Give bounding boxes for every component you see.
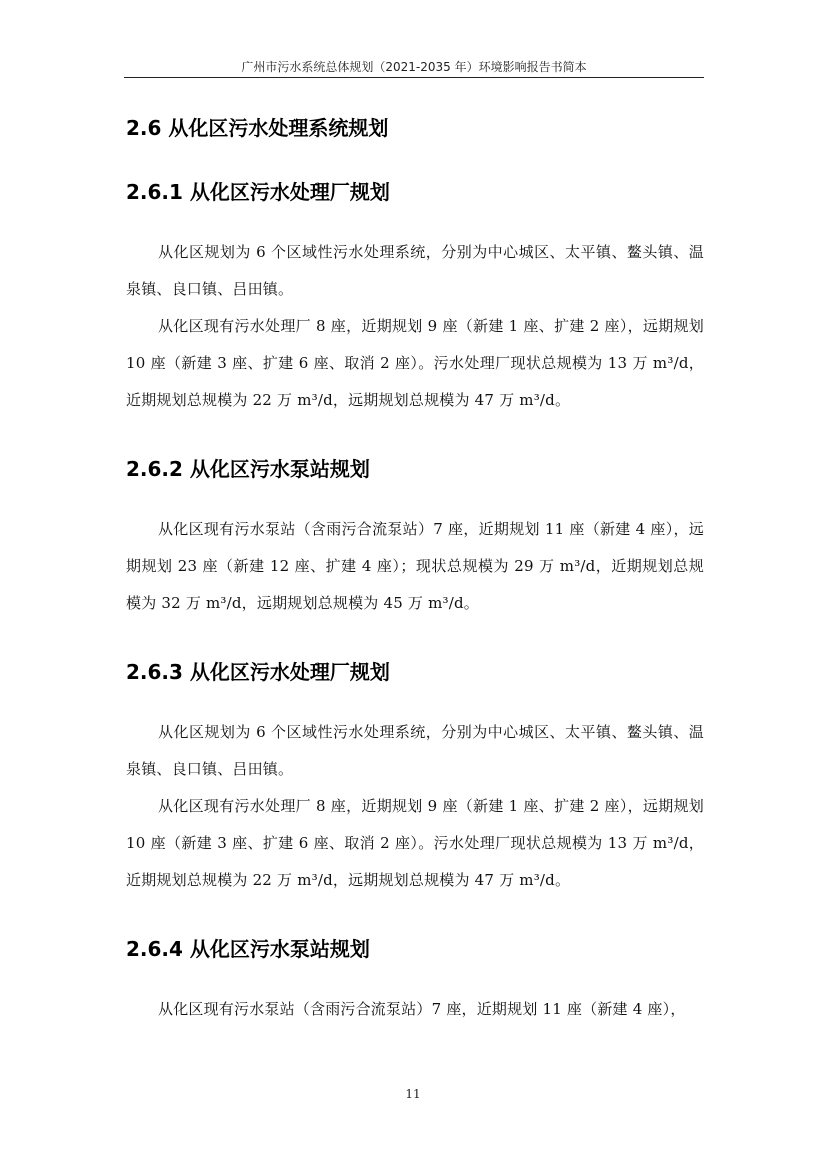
header-divider	[124, 77, 704, 78]
paragraph: 从化区现有污水处理厂 8 座，近期规划 9 座（新建 1 座、扩建 2 座），远期规划 10 座（新建 3 座、扩建 6 座、取消 2 座）。污水处理厂现状总规模为 13 万 m³/d，近期规划总规模为 22 万 m³/d，远期规划总规模为 47 万 m³/d。	[126, 797, 704, 889]
paragraph: 从化区规划为 6 个区域性污水处理系统，分别为中心城区、太平镇、鳌头镇、温泉镇、良口镇、吕田镇。	[126, 723, 704, 778]
section-2-6-3	[126, 656, 704, 899]
section-2-6-1	[126, 176, 704, 419]
document-body	[126, 112, 704, 1062]
paragraph: 从化区规划为 6 个区域性污水处理系统，分别为中心城区、太平镇、鳌头镇、温泉镇、良口镇、吕田镇。	[126, 243, 704, 298]
section-heading: 2.6.4 从化区污水泵站规划	[126, 937, 370, 961]
section-2-6-2	[126, 453, 704, 622]
section-2-6-4	[126, 933, 704, 1028]
section-heading: 2.6.2 从化区污水泵站规划	[126, 457, 370, 481]
page-number: 11	[405, 1087, 421, 1101]
page-header-title: 广州市污水系统总体规划（2021-2035 年）环境影响报告书简本	[241, 60, 587, 74]
section-heading-main: 2.6 从化区污水处理系统规划	[126, 116, 389, 140]
section-heading: 2.6.3 从化区污水处理厂规划	[126, 660, 390, 684]
paragraph: 从化区现有污水泵站（含雨污合流泵站）7 座，近期规划 11 座（新建 4 座），远期规划 23 座（新建 12 座、扩建 4 座）；现状总规模为 29 万 m³/d，近期规划总规模为 32 万 m³/d，远期规划总规模为 45 万 m³/d。	[126, 520, 704, 612]
paragraph: 从化区现有污水处理厂 8 座，近期规划 9 座（新建 1 座、扩建 2 座），远期规划 10 座（新建 3 座、扩建 6 座、取消 2 座）。污水处理厂现状总规模为 13 万 m³/d，近期规划总规模为 22 万 m³/d，远期规划总规模为 47 万 m³/d。	[126, 317, 704, 409]
section-heading: 2.6.1 从化区污水处理厂规划	[126, 180, 390, 204]
paragraph: 从化区现有污水泵站（含雨污合流泵站）7 座，近期规划 11 座（新建 4 座），	[158, 1000, 686, 1018]
